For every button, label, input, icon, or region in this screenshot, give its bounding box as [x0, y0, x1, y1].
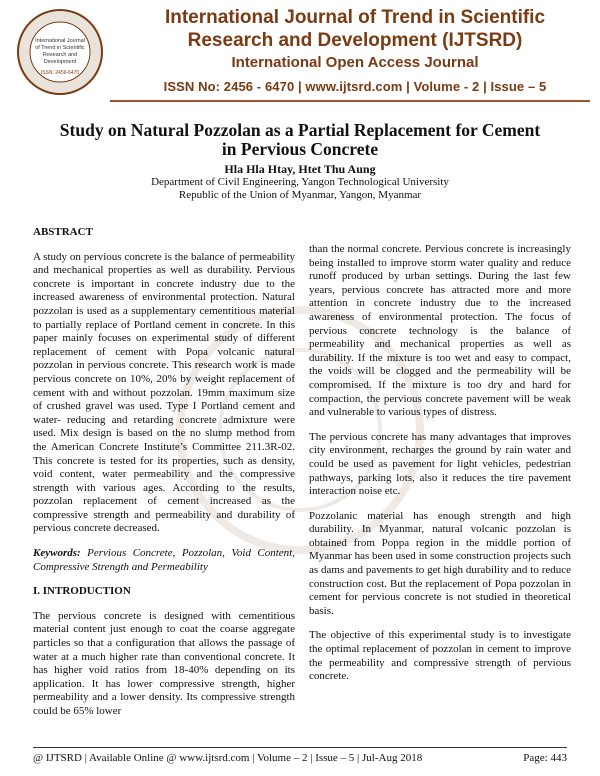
svg-text:International Journal: International Journal: [35, 38, 85, 44]
paper-title: [40, 121, 560, 159]
keywords: [33, 547, 295, 574]
introduction-text: The pervious concrete is designed with cementitious material content just enough to coat the coarse aggregate particles so that a configuration that allows the passage of water at a much higher rate than conventional concrete. It has higher void ratios from 18-40% depending on its application. It has lower compressive strength, higher permeability and a lower density. Its compressive strength could be 65% lower: [33, 609, 295, 717]
abstract-text: A study on pervious concrete is the balance of permeability and mechanical properties as well as durability. Pervious concrete is important in concrete industry due to the increased awareness of environmental protection. Natural pozzolan is used as a supplementary cementitious material to partially replace of Portland cement in concrete. In this paper mainly focuses on experimental study of different replacement of cement with Popa volcanic natural pozzolan in pervious concrete. This research work is made pervious concrete on 10%, 20% by weight replacement of cement with and without pozzolan. 19mm maximum size of crushed gravel was used. Type I Portland cement and water- reducing and retarding concrete admixture were used. Mix design is based on the no slump method from the American Concrete Institute’s Committee 211.3R-02. This concrete is tested for its properties, such as density, void content, water permeability and the compressive strength with various ages. According to the results, pozzolan replacement of cement increased as the compressive strength and permeability and durability of pervious concrete decreased.: [33, 250, 295, 535]
right-paragraph-4: The objective of this experimental study is to investigate the optimal replacement of pozzolan in cement to improve the permeability and compressive strength of pervious concrete.: [309, 629, 571, 683]
keywords-text: Pervious Concrete, Pozzolan, Void Content, Compressive Strength and Permeability: [33, 547, 295, 573]
footer-citation: @ IJTSRD | Available Online @ www.ijtsrd.com | Volume – 2 | Issue – 5 | Jul-Aug 2018: [33, 752, 423, 764]
right-paragraph-3: Pozzolanic material has enough strength and high durability. In Myanmar, natural volcanic pozzolan is obtained from Poppa region in the middle portion of Myanmar has been used in some construction projects such as dams and pavements to get high durability and to reduce construction cost. But the replacement of Popa pozzolan in cement for pervious concrete is not studied in theoretical basis.: [309, 509, 571, 617]
paper-title-line2: in Pervious Concrete: [221, 139, 379, 159]
journal-logo-icon: [16, 8, 104, 96]
paper-affiliation: [40, 176, 560, 202]
abstract-heading: ABSTRACT: [33, 226, 93, 238]
right-paragraph-2: The pervious concrete has many advantages that improves city environment, recharges the ground by rain water and could be used as pavement for light vehicles, pedestrian pathways, parking lots, also it reduces the tire pavement interaction noise etc.: [309, 430, 571, 498]
paper-authors: Hla Hla Htay, Htet Thu Aung: [224, 162, 376, 176]
issn-bar: ISSN No: 2456 - 6470 | www.ijtsrd.com | Volume - 2 | Issue – 5: [163, 79, 547, 94]
right-paragraph-1: than the normal concrete. Pervious concrete is increasingly being installed to improve storm water quality and reduce runoff produced by urban settings. During the last few years, pervious concrete has attracted more and more attention in concrete industry due to the increased awareness of environmental protection. The focus of pervious concrete technology is the balance of permeability and mechanical properties as well as durability. If the mixture is too wet and easy to compact, the voids will be clogged and the permeability will be compromised. If the mixture is too dry and hard for compaction, the pervious concrete pavement will be weak and vulnerable to various types of distress.: [309, 243, 571, 419]
keywords-label: Keywords:: [33, 547, 81, 560]
journal-header: [0, 0, 600, 104]
page-number: Page: 443: [523, 752, 567, 764]
left-column: [33, 226, 295, 730]
introduction-heading: I. INTRODUCTION: [33, 585, 131, 598]
svg-text:Research and: Research and: [42, 52, 78, 58]
affiliation-line2: Republic of the Union of Myanmar, Yangon, Myanmar: [178, 189, 422, 201]
svg-text:ISSN: 2456-6470: ISSN: 2456-6470: [40, 70, 80, 76]
open-access-label: International Open Access Journal: [231, 54, 479, 71]
journal-title-line1: International Journal of Trend in Scientific: [164, 7, 546, 28]
header-divider: [110, 100, 590, 102]
footer-divider: [33, 747, 567, 748]
journal-title: [120, 6, 590, 52]
right-column: [309, 243, 571, 695]
svg-text:Development: Development: [43, 59, 77, 65]
svg-text:of Trend in Scientific: of Trend in Scientific: [35, 45, 85, 51]
journal-title-line2: Research and Development (IJTSRD): [187, 30, 523, 51]
paper-title-line1: Study on Natural Pozzolan as a Partial Replacement for Cement: [59, 120, 541, 140]
affiliation-line1: Department of Civil Engineering, Yangon Technological University: [151, 176, 449, 188]
